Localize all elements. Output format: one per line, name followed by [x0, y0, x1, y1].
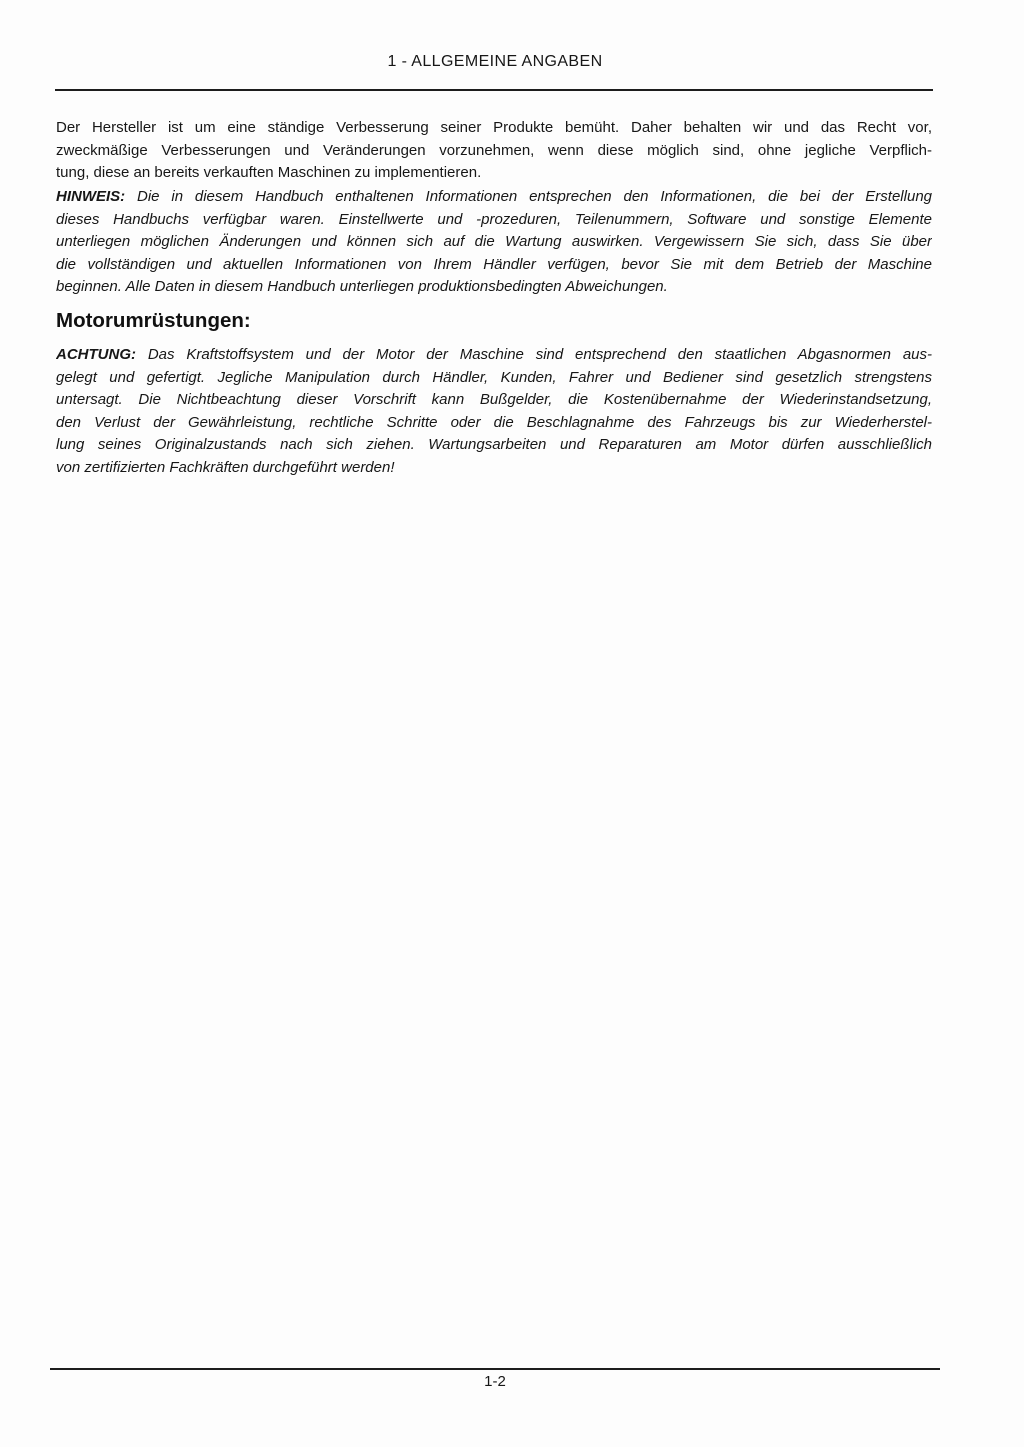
paragraph-line: gelegt und gefertigt. Jegliche Manipulation durch Händler, Kunden, Fahrer und Bediener sind gesetzlich strengstens — [56, 368, 932, 386]
paragraph-line: den Verlust der Gewährleistung, rechtliche Schritte oder die Beschlagnahme des Fahrzeugs bis zur Wiederherstel- — [56, 413, 932, 431]
paragraph-line: lung seines Originalzustands nach sich ziehen. Wartungsarbeiten und Reparaturen am Motor dürfen ausschließlich — [56, 436, 932, 453]
achtung-paragraph — [56, 344, 932, 479]
page-header-title: 1 - ALLGEMEINE ANGABEN — [387, 53, 603, 70]
paragraph-line: untersagt. Die Nichtbeachtung dieser Vorschrift kann Bußgelder, die Kostenübernahme der Wiederinstandsetzung, — [56, 391, 932, 408]
paragraph-line: dieses Handbuchs verfügbar waren. Einstellwerte und -prozeduren, Teilenummern, Software und sonstige Elemente — [56, 210, 932, 228]
paragraph-line: tung, diese an bereits verkauften Maschinen zu implementieren. — [56, 164, 482, 181]
paragraph-line: Der Hersteller ist um eine ständige Verbesserung seiner Produkte bemüht. Daher behalten wir und das Recht vor, — [56, 119, 932, 136]
hinweis-paragraph — [56, 186, 932, 299]
paragraph-text: Das Kraftstoffsystem und der Motor der Maschine sind entsprechend den staatlichen Abgasnormen aus- — [147, 346, 932, 363]
section-heading: Motorumrüstungen: — [56, 309, 251, 332]
paragraph-line: zweckmäßige Verbesserungen und Veränderungen vorzunehmen, wenn diese möglich sind, ohne jegliche Verpflich- — [56, 141, 932, 159]
paragraph-text: Die in diesem Handbuch enthaltenen Informationen entsprechen den Informationen, die bei der Erstellung — [137, 188, 932, 205]
header-rule — [55, 89, 933, 91]
intro-paragraph — [56, 117, 932, 185]
achtung-label: ACHTUNG: — [56, 346, 136, 363]
paragraph-line: die vollständigen und aktuellen Informationen von Ihrem Händler verfügen, bevor Sie mit dem Betrieb der Maschine — [56, 255, 932, 273]
paragraph-line — [56, 344, 932, 367]
paragraph-line — [56, 186, 932, 209]
paragraph-line: beginnen. Alle Daten in diesem Handbuch unterliegen produktionsbedingten Abweichungen. — [56, 278, 668, 295]
footer-rule — [50, 1368, 940, 1370]
page-number: 1-2 — [484, 1373, 506, 1390]
hinweis-label: HINWEIS: — [56, 188, 126, 205]
paragraph-line: unterliegen möglichen Änderungen und können sich auf die Wartung auswirken. Vergewissern Sie sich, dass Sie über — [56, 233, 932, 250]
paragraph-line: von zertifizierten Fachkräften durchgeführt werden! — [56, 458, 395, 476]
